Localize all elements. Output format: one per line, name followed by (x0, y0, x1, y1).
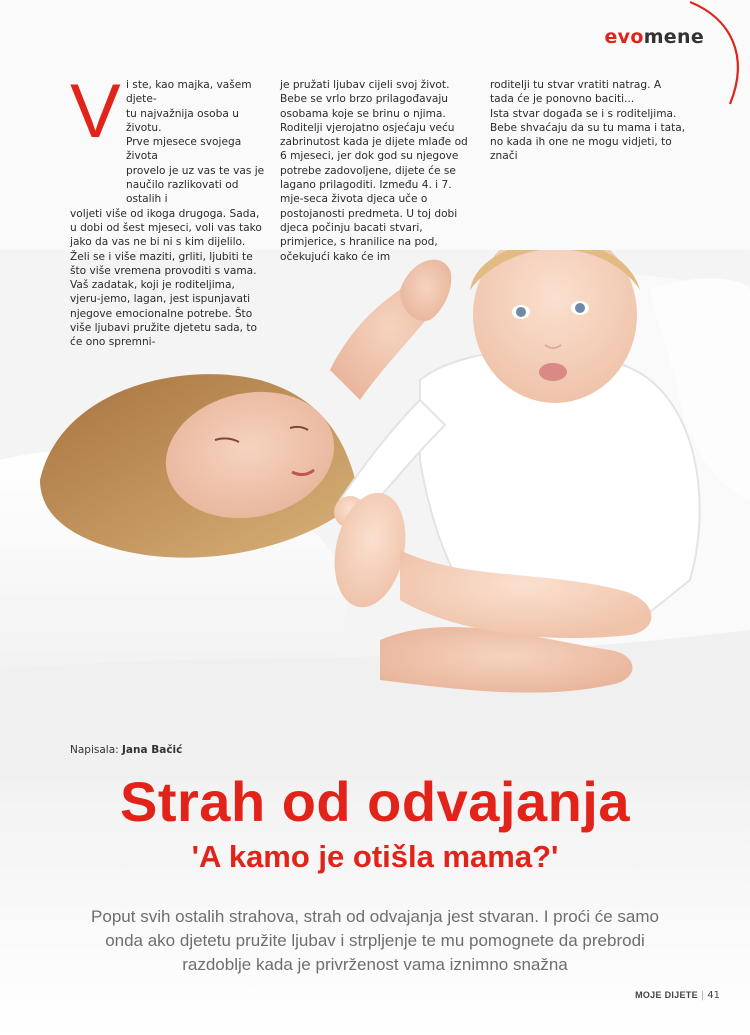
intro-line: provelo je uz vas te vas je (126, 164, 265, 177)
page-footer (635, 990, 720, 1001)
byline-label: Napisala: (70, 744, 119, 756)
section-label-suffix: mene (643, 26, 704, 48)
paragraph: Ista stvar događa se i s roditeljima. Bebe shvaćaju da su tu mama i tata, no kada ih one ne mogu vidjeti, to znači (490, 107, 686, 163)
intro-line: tu najvažnija osoba u životu. (126, 107, 239, 134)
article-title: Strah od odvajanja (120, 770, 630, 833)
article-lead: Poput svih ostalih strahova, strah od odvajanja jest stvaran. I proći će samo onda ako djetetu pružite ljubav i strpljenje te mu pomognete da prebrodi razdoblje kada je privrženost vama iznimno snažna (91, 907, 659, 974)
intro-line: naučilo razlikovati od ostalih i (126, 179, 239, 206)
footer-separator: | (700, 990, 705, 1001)
byline (70, 744, 182, 756)
intro-line: Prve mjesece svojega života (126, 136, 242, 163)
section-label (604, 26, 704, 48)
article-column-3 (490, 78, 686, 164)
section-label-prefix: evo (604, 26, 644, 48)
author-name: Jana Bačić (122, 744, 183, 756)
paragraph: roditelji tu stvar vratiti natrag. A tada će je ponovno baciti... (490, 79, 662, 106)
paragraph: je pružati ljubav cijeli svoj život. Bebe se vrlo brzo prilagođavaju osobama koje se brinu o njima. Roditelji vjerojatno osjećaju veću zabrinutost kada je dijete mlađe od 6 mjeseci, jer dok god su njegove potrebe zadovoljene, dijete će se lagano prilagoditi. Između 4. i 7. mje-seca života djeca uče o postojanosti predmeta. U toj dobi djeca počinju bacati stvari, primjerice, s hranilice na pod, očekujući kako će im (280, 79, 468, 263)
article-subtitle: 'A kamo je otišla mama?' (191, 839, 559, 874)
page-number: 41 (707, 990, 720, 1001)
magazine-name: MOJE DIJETE (635, 990, 698, 1000)
intro-line: i ste, kao majka, vašem djete- (126, 79, 252, 106)
paragraph: Vaš zadatak, koji je roditeljima, vjeru-jemo, lagan, jest ispunjavati njegove emocionalne potrebe. Što više ljubavi pružite djetetu sada, to će ono spremni- (70, 279, 258, 349)
article-column-1 (70, 69, 266, 350)
article-column-2 (280, 78, 476, 264)
paragraph: voljeti više od ikoga drugoga. Sada, u dobi od šest mjeseci, voli vas tako jako da vas ne bi ni s kim dijelilo. Želi se i više maziti, grliti, ljubiti te što više vremena provoditi s vama. (70, 207, 262, 277)
drop-cap: V (70, 69, 121, 154)
